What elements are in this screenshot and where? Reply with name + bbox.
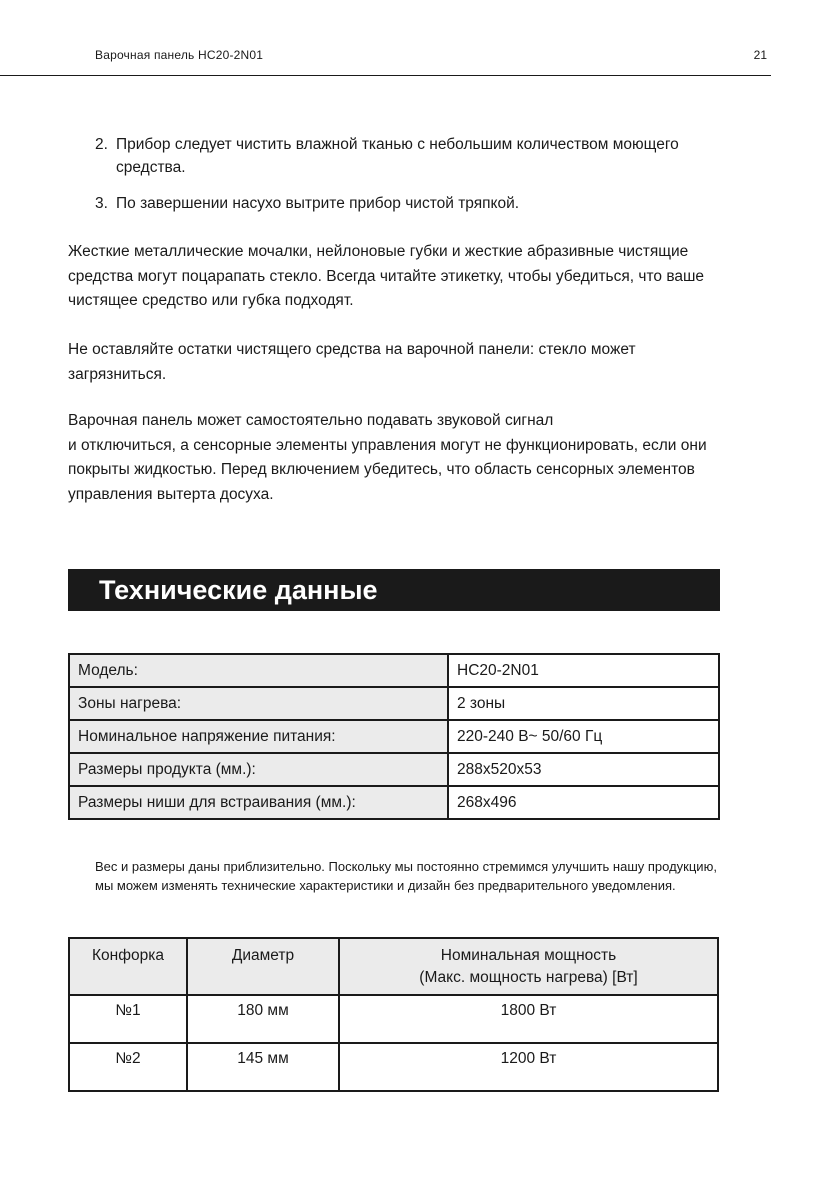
step-number: 2. bbox=[95, 136, 108, 153]
burner-number: №1 bbox=[69, 995, 187, 1043]
sensor-warning-rest: и отключиться, а сенсорные элементы управления могут не функционировать, если они покрыты жидкостью. Перед включением убедитесь, что область сенсорных элементов управления вытерта досуха. bbox=[68, 436, 707, 503]
burner-number: №2 bbox=[69, 1043, 187, 1091]
power-header-line1: Номинальная мощность bbox=[440, 947, 617, 964]
burner-diameter: 145 мм bbox=[187, 1043, 339, 1091]
spec-label: Размеры ниши для встраивания (мм.): bbox=[69, 786, 448, 819]
spec-value: 268x496 bbox=[448, 786, 719, 819]
step-text: По завершении насухо вытрите прибор чистой тряпкой. bbox=[116, 195, 520, 212]
section-header-bar bbox=[68, 569, 720, 611]
page-number: 21 bbox=[753, 48, 767, 62]
power-header-line2: (Макс. мощность нагрева) [Вт] bbox=[419, 969, 638, 986]
table-row bbox=[69, 687, 719, 720]
table-row bbox=[69, 995, 718, 1043]
table-row bbox=[69, 753, 719, 786]
spec-value: 288x520x53 bbox=[448, 753, 719, 786]
table-row bbox=[69, 1043, 718, 1091]
column-header-diameter: Диаметр bbox=[187, 938, 339, 995]
step-text: Прибор следует чистить влажной тканью с небольшим количеством моющего средства. bbox=[116, 136, 679, 176]
page-header bbox=[0, 0, 771, 76]
table-row bbox=[69, 720, 719, 753]
table-header-row bbox=[69, 938, 718, 995]
spec-value: 220-240 В~ 50/60 Гц bbox=[448, 720, 719, 753]
burner-power: 1800 Вт bbox=[339, 995, 718, 1043]
column-header-power bbox=[339, 938, 718, 995]
paragraph-abrasive-warning: Жесткие металлические мочалки, нейлоновые губки и жесткие абразивные чистящие средства могут поцарапать стекло. Всегда читайте этикетку, чтобы убедиться, что ваше чистящее средство или губка подходят. bbox=[68, 243, 705, 309]
table-row bbox=[69, 654, 719, 687]
specifications-table bbox=[68, 653, 720, 820]
step-item bbox=[95, 133, 735, 179]
step-item bbox=[95, 192, 735, 215]
burner-diameter: 180 мм bbox=[187, 995, 339, 1043]
document-title: Варочная панель HC20-2N01 bbox=[95, 48, 264, 62]
disclaimer-note: Вес и размеры даны приблизительно. Поскольку мы постоянно стремимся улучшить нашу продукцию, мы можем изменять технические характеристики и дизайн без предварительного уведомления. bbox=[95, 859, 717, 893]
spec-value: HC20-2N01 bbox=[448, 654, 719, 687]
step-number: 3. bbox=[95, 195, 108, 212]
paragraph-residue-warning: Не оставляйте остатки чистящего средства на варочной панели: стекло может загрязниться. bbox=[68, 341, 636, 383]
sensor-warning-line1: Варочная панель может самостоятельно подавать звуковой сигнал bbox=[68, 412, 554, 429]
burner-power-table bbox=[68, 937, 719, 1092]
spec-value: 2 зоны bbox=[448, 687, 719, 720]
spec-label: Зоны нагрева: bbox=[69, 687, 448, 720]
spec-label: Номинальное напряжение питания: bbox=[69, 720, 448, 753]
cleaning-steps-list bbox=[95, 133, 735, 228]
spec-label: Модель: bbox=[69, 654, 448, 687]
burner-power: 1200 Вт bbox=[339, 1043, 718, 1091]
table-row bbox=[69, 786, 719, 819]
column-header-burner: Конфорка bbox=[69, 938, 187, 995]
paragraph-sensor-warning bbox=[68, 409, 728, 507]
spec-label: Размеры продукта (мм.): bbox=[69, 753, 448, 786]
section-title: Технические данные bbox=[99, 575, 378, 605]
